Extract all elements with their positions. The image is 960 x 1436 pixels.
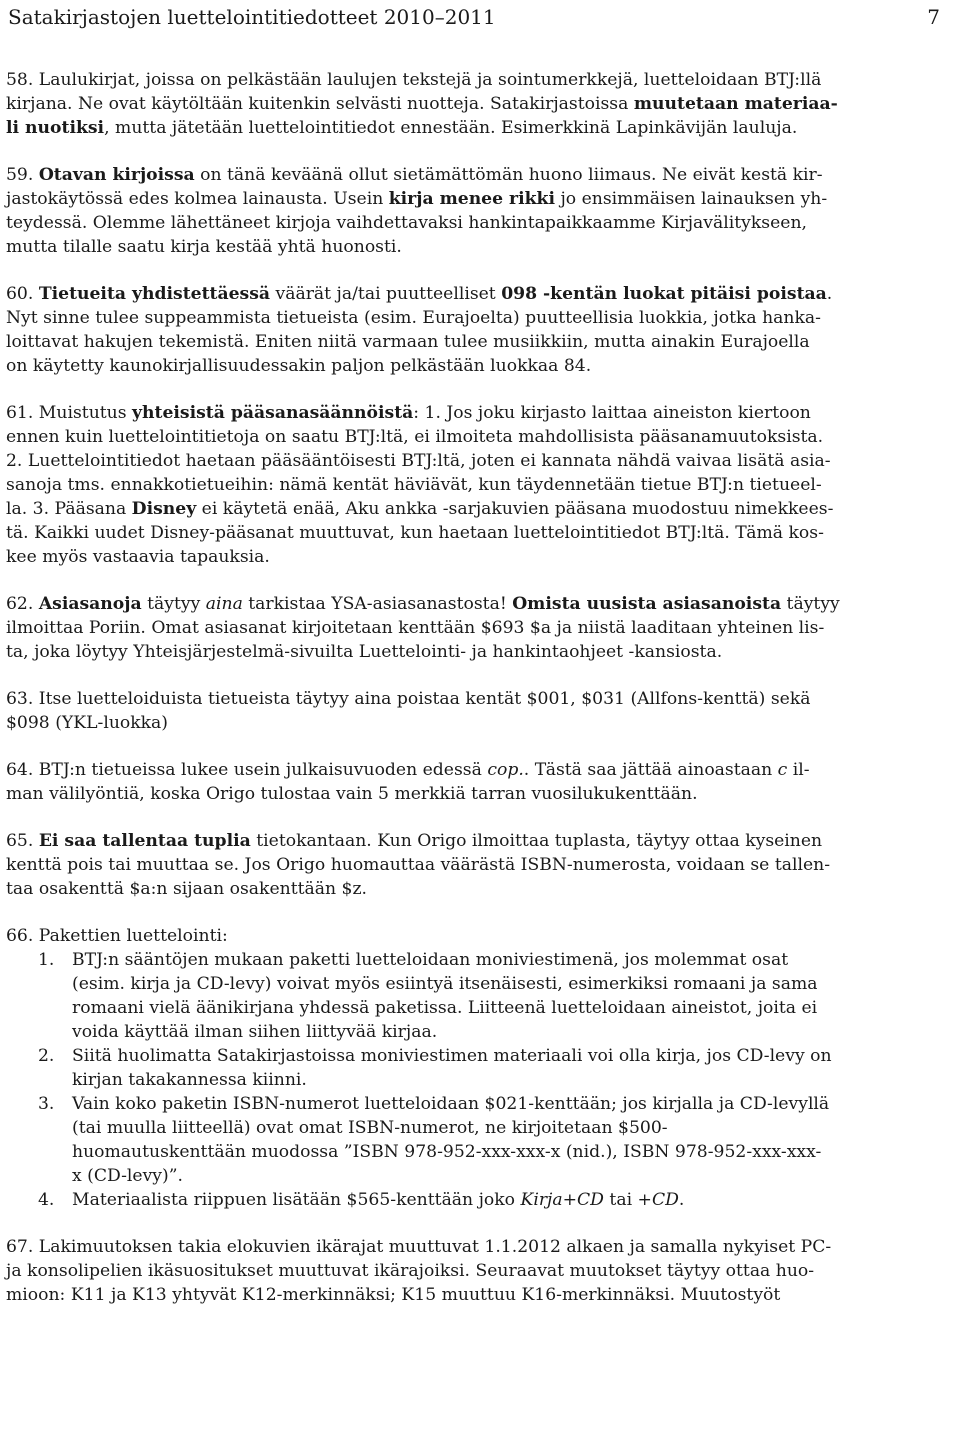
text-run: ja konsolipelien ikäsuositukset muuttuvat ikärajoiksi. Seuraavat muutokset täytyy ottaa huo- <box>6 1261 815 1281</box>
text-line <box>6 354 956 378</box>
text-run: . Tästä saa jättää ainoastaan <box>523 760 778 780</box>
italic-text: cop. <box>487 760 524 780</box>
text-line <box>72 948 956 972</box>
text-run: tietokantaan. Kun Origo ilmoittaa tuplasta, täytyy ottaa kyseinen <box>250 831 823 851</box>
text-run: täytyy <box>141 594 206 614</box>
text-run: tai <box>603 1190 638 1210</box>
package-rules-list <box>6 948 956 1212</box>
text-line <box>6 187 956 211</box>
bold-text: yhteisistä pääsanasäännöistä <box>132 403 414 423</box>
paragraph-65 <box>6 829 956 901</box>
text-line <box>6 616 956 640</box>
text-run: romaani vielä äänikirjana yhdessä paketissa. Liitteenä luetteloidaan aineistot, joita ei <box>72 998 818 1018</box>
text-run: täytyy <box>781 594 840 614</box>
text-run: Vain koko paketin ISBN-numerot luetteloidaan $021-kenttään; jos kirjalla ja CD-levyllä <box>72 1094 830 1114</box>
text-run: taa osakenttä $a:n sijaan osakenttään $z. <box>6 879 368 899</box>
bold-text: Asiasanoja <box>38 594 142 614</box>
list-item-number: 2. <box>38 1046 55 1066</box>
text-run: Siitä huolimatta Satakirjastoissa moniviestimen materiaali voi olla kirja, jos CD-levy on <box>72 1046 832 1066</box>
paragraph-59 <box>6 163 956 259</box>
paragraph-67 <box>6 1235 956 1307</box>
text-run: , mutta jätetään luettelointitiedot ennestään. Esimerkkinä Lapinkävijän lauluja. <box>104 118 798 138</box>
text-run: Materiaalista riippuen lisätään $565-kenttään joko <box>72 1190 521 1210</box>
text-run: (tai muulla liitteellä) ovat omat ISBN-numerot, ne kirjoitetaan $500- <box>72 1118 668 1138</box>
text-run: ei käytetä enää, Aku ankka -sarjakuvien pääsana muodostuu nimekkees- <box>196 499 834 519</box>
text-run: teydessä. Olemme lähettäneet kirjoja vaihdettavaksi hankintapaikkaamme Kirjavälitykseen, <box>6 213 807 233</box>
text-line <box>6 782 956 806</box>
italic-text: Kirja+CD <box>520 1190 604 1210</box>
page-number: 7 <box>927 5 940 29</box>
text-line <box>6 306 956 330</box>
text-line <box>6 687 956 711</box>
text-line <box>6 711 956 735</box>
bold-text: li nuotiksi <box>6 118 105 138</box>
text-line <box>72 996 956 1020</box>
text-run: 63. Itse luetteloiduista tietueista täytyy aina poistaa kentät $001, $031 (Allfons-kenttä) sekä <box>6 689 811 709</box>
text-line <box>6 592 956 616</box>
text-run: on käytetty kaunokirjallisuudessakin paljon pelkästään luokkaa 84. <box>6 356 592 376</box>
text-run: loittavat hakujen tekemistä. Eniten niitä varmaan tulee musiikkiin, mutta ainakin Eurajoella <box>6 332 810 352</box>
page-header <box>8 4 940 30</box>
text-run: väärät ja/tai puutteelliset <box>270 284 502 304</box>
text-run: man välilyöntiä, koska Origo tulostaa vain 5 merkkiä tarran vuosilukukenttään. <box>6 784 698 804</box>
italic-text: c <box>777 760 788 780</box>
text-run: kee myös vastaavia tapauksia. <box>6 547 270 567</box>
bold-text: muutetaan materiaa- <box>633 94 838 114</box>
text-line <box>6 449 956 473</box>
text-line <box>72 1116 956 1140</box>
paragraph-61 <box>6 401 956 569</box>
text-line <box>6 521 956 545</box>
document-body <box>6 68 956 1330</box>
text-run: jo ensimmäisen lainauksen yh- <box>554 189 828 209</box>
list-item-number: 4. <box>38 1190 55 1210</box>
text-run: tä. Kaikki uudet Disney-pääsanat muuttuvat, kun haetaan luettelointitiedot BTJ:ltä. Tämä kos- <box>6 523 824 543</box>
text-line <box>6 163 956 187</box>
list-item-text <box>72 948 956 1044</box>
text-run: kenttä pois tai muuttaa se. Jos Origo huomauttaa väärästä ISBN-numerosta, voidaan se tallen- <box>6 855 831 875</box>
text-line <box>6 1259 956 1283</box>
text-run: . <box>826 284 833 304</box>
list-item <box>6 948 956 1044</box>
text-line <box>6 640 956 664</box>
bold-text: Disney <box>131 499 197 519</box>
text-run: mutta tilalle saatu kirja kestää yhtä huonosti. <box>6 237 402 257</box>
text-run: 65. <box>6 831 39 851</box>
text-line <box>6 853 956 877</box>
text-run: kirjana. Ne ovat käytöltään kuitenkin selvästi nuotteja. Satakirjastoissa <box>6 94 634 114</box>
text-run: sanoja tms. ennakkotietueihin: nämä kentät häviävät, kun täydennetään tietue BTJ:n tietueel- <box>6 475 822 495</box>
text-line <box>72 972 956 996</box>
text-line <box>6 116 956 140</box>
text-run: voida käyttää ilman siihen liittyvää kirjaa. <box>72 1022 438 1042</box>
text-line <box>6 425 956 449</box>
text-line <box>6 235 956 259</box>
list-item-text <box>72 1044 956 1092</box>
italic-text: +CD <box>637 1190 679 1210</box>
list-item <box>6 1092 956 1188</box>
text-run: ennen kuin luettelointitietoja on saatu BTJ:ltä, ei ilmoiteta mahdollisista pääsanamuutoksista. <box>6 427 824 447</box>
text-run: kirjan takakannessa kiinni. <box>72 1070 307 1090</box>
text-run: mioon: K11 ja K13 yhtyvät K12-merkinnäksi; K15 muuttuu K16-merkinnäksi. Muutostyöt <box>6 1285 781 1305</box>
text-line <box>6 497 956 521</box>
list-item <box>6 1044 956 1092</box>
text-run: 2. Luettelointitiedot haetaan pääsääntöisesti BTJ:ltä, joten ei kannata nähdä vaivaa lisätä asia- <box>6 451 831 471</box>
italic-text: aina <box>205 594 243 614</box>
text-line <box>72 1020 956 1044</box>
text-line <box>6 282 956 306</box>
list-item-number: 3. <box>38 1094 55 1114</box>
text-line <box>72 1092 956 1116</box>
text-run: 60. <box>6 284 39 304</box>
text-run: on tänä keväänä ollut sietämättömän huono liimaus. Ne eivät kestä kir- <box>194 165 823 185</box>
text-run: 59. <box>6 165 39 185</box>
text-run: BTJ:n sääntöjen mukaan paketti luetteloidaan moniviestimenä, jos molemmat osat <box>72 950 789 970</box>
text-line <box>6 473 956 497</box>
text-run: 58. Laulukirjat, joissa on pelkästään laulujen tekstejä ja sointumerkkejä, luetteloidaan BTJ:llä <box>6 70 822 90</box>
text-line <box>6 401 956 425</box>
text-line <box>72 1140 956 1164</box>
text-run: jastokäytössä edes kolmea lainausta. Usein <box>6 189 389 209</box>
bold-text: Omista uusista asiasanoista <box>512 594 782 614</box>
paragraph-58 <box>6 68 956 140</box>
list-item-number: 1. <box>38 950 55 970</box>
text-line <box>6 1283 956 1307</box>
text-run: $098 (YKL-luokka) <box>6 713 169 733</box>
text-line <box>6 545 956 569</box>
text-line <box>72 1068 956 1092</box>
text-line <box>6 330 956 354</box>
bold-text: 098 -kentän luokat pitäisi poistaa <box>501 284 827 304</box>
document-title: Satakirjastojen luettelointitiedotteet 2010–2011 <box>8 5 496 29</box>
paragraph-66-heading: 66. Pakettien luettelointi: <box>6 926 228 946</box>
list-item-text <box>72 1092 956 1188</box>
paragraph-63 <box>6 687 956 735</box>
text-run: 67. Lakimuutoksen takia elokuvien ikärajat muuttuvat 1.1.2012 alkaen ja samalla nykyiset PC- <box>6 1237 832 1257</box>
paragraph-64 <box>6 758 956 806</box>
text-run: x (CD-levy)”. <box>72 1166 183 1186</box>
text-run: la. 3. Pääsana <box>6 499 132 519</box>
text-line <box>6 1235 956 1259</box>
text-run: ta, joka löytyy Yhteisjärjestelmä-sivuilta Luettelointi- ja hankintaohjeet -kansiosta. <box>6 642 723 662</box>
text-run: il- <box>787 760 810 780</box>
text-run: huomautuskenttään muodossa ”ISBN 978-952-xxx-xxx-x (nid.), ISBN 978-952-xxx-xxx- <box>72 1142 822 1162</box>
text-run: Nyt sinne tulee suppeammista tietueista (esim. Eurajoelta) puutteellisia luokkia, jotka hanka- <box>6 308 821 328</box>
text-line <box>6 92 956 116</box>
paragraph-60 <box>6 282 956 378</box>
text-run: 61. Muistutus <box>6 403 133 423</box>
text-line <box>6 877 956 901</box>
text-line <box>72 1044 956 1068</box>
text-run: 62. <box>6 594 39 614</box>
list-item <box>6 1188 956 1212</box>
text-run: . <box>678 1190 685 1210</box>
text-line <box>6 211 956 235</box>
bold-text: Ei saa tallentaa tuplia <box>38 831 251 851</box>
bold-text: Tietueita yhdistettäessä <box>38 284 271 304</box>
text-line <box>72 1164 956 1188</box>
paragraph-66 <box>6 924 956 1212</box>
list-item-text <box>72 1188 956 1212</box>
text-line <box>6 68 956 92</box>
text-run: : 1. Jos joku kirjasto laittaa aineiston kiertoon <box>413 403 811 423</box>
bold-text: Otavan kirjoissa <box>38 165 195 185</box>
text-line <box>6 758 956 782</box>
text-run: tarkistaa YSA-asiasanastosta! <box>242 594 513 614</box>
text-line <box>6 829 956 853</box>
text-line <box>72 1188 956 1212</box>
text-run: 64. BTJ:n tietueissa lukee usein julkaisuvuoden edessä <box>6 760 488 780</box>
paragraph-62 <box>6 592 956 664</box>
text-run: (esim. kirja ja CD-levy) voivat myös esiintyä itsenäisesti, esimerkiksi romaani ja sama <box>72 974 818 994</box>
text-run: ilmoittaa Poriin. Omat asiasanat kirjoitetaan kenttään $693 $a ja niistä laaditaan yhteinen lis- <box>6 618 825 638</box>
bold-text: kirja menee rikki <box>388 189 555 209</box>
